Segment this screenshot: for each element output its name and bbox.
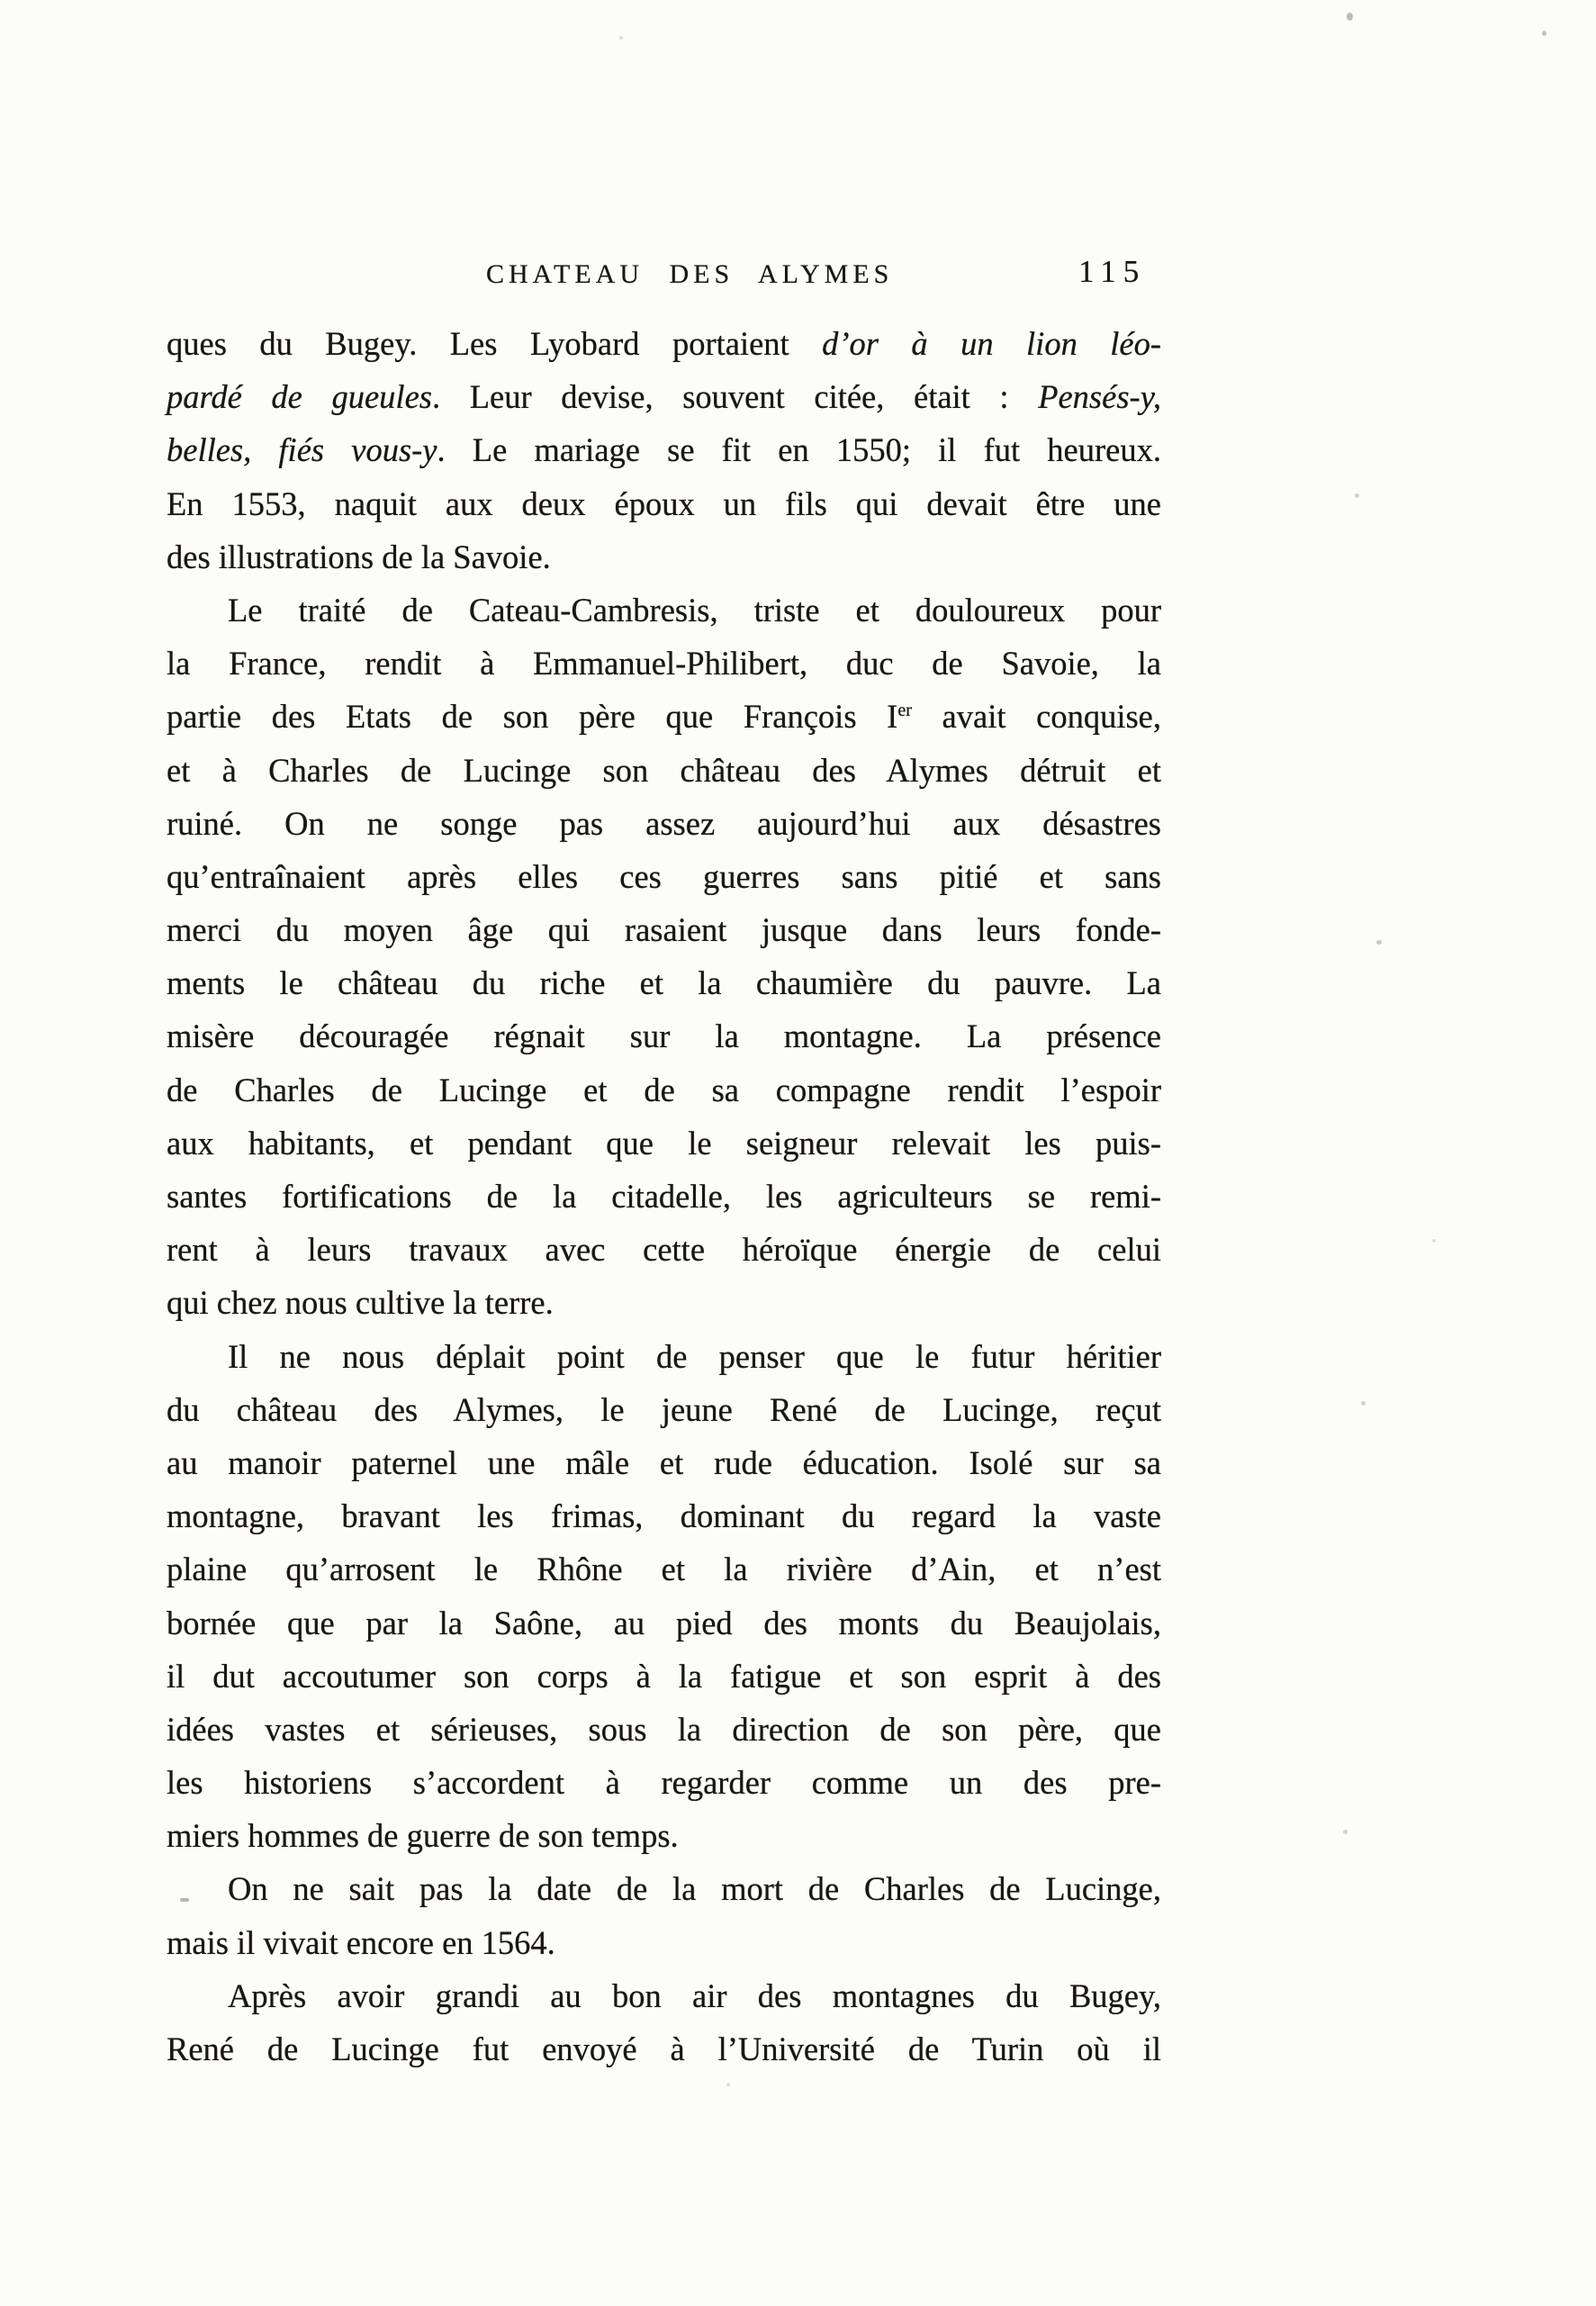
text-segment: miers hommes de guerre de son temps.	[167, 1817, 679, 1855]
text-line	[167, 637, 1161, 690]
text-segment: de Charles de Lucinge et de sa compagne rendit l’espoir	[167, 1071, 1161, 1108]
text-segment: mais il vivait encore en 1564.	[167, 1923, 555, 1961]
text-segment: Le traité de Cateau-Cambresis, triste et douloureux pour	[228, 591, 1161, 628]
scan-speck	[1542, 31, 1546, 36]
scan-speck	[1376, 940, 1382, 945]
text-line	[167, 1276, 1161, 1329]
text-segment: la France, rendit à Emmanuel-Philibert, duc de Savoie, la	[167, 645, 1161, 683]
text-segment: aux habitants, et pendant que le seigneur relevait les puis-	[167, 1124, 1161, 1162]
text-line	[167, 1916, 1161, 1969]
text-segment: misère découragée régnait sur la montagne. La présence	[167, 1017, 1161, 1055]
running-header-title: CHATEAU DES ALYMES	[486, 259, 894, 289]
italic-text-segment: Pensés-y,	[1038, 378, 1162, 416]
text-line	[167, 1436, 1161, 1489]
text-line	[167, 1650, 1161, 1703]
text-segment: ques du Bugey. Les Lyobard portaient	[167, 325, 823, 362]
text-line	[167, 1009, 1161, 1063]
italic-text-segment: belles, fiés vous-y	[167, 431, 437, 469]
superscript-text-segment: er	[897, 701, 912, 721]
text-line	[167, 690, 1161, 743]
text-segment: au manoir paternel une mâle et rude éducation. Isolé sur sa	[167, 1443, 1161, 1481]
text-segment: Il ne nous déplait point de penser que le futur héritier	[228, 1337, 1161, 1375]
text-segment: ments le château du riche et la chaumière du pauvre. La	[167, 964, 1161, 1002]
text-segment: bornée que par la Saône, au pied des monts du Beaujolais,	[167, 1604, 1161, 1641]
text-line	[167, 797, 1161, 850]
text-line	[167, 317, 1161, 370]
body-text	[167, 317, 1161, 2075]
text-segment: partie des Etats de son père que François I	[167, 698, 898, 736]
scan-speck	[1355, 493, 1359, 498]
text-segment: et à Charles de Lucinge son château des Alymes détruit et	[167, 751, 1161, 789]
text-line	[167, 850, 1161, 903]
text-line	[167, 370, 1161, 423]
text-segment: ruiné. On ne songe pas assez aujourd’hui aux désastres	[167, 804, 1161, 842]
text-segment: santes fortifications de la citadelle, les agriculteurs se remi-	[167, 1178, 1161, 1215]
text-line	[167, 1703, 1161, 1756]
text-line	[167, 423, 1161, 476]
text-line	[167, 956, 1161, 1009]
text-segment: . Le mariage se fit en 1550; il fut heureux.	[437, 431, 1161, 469]
italic-text-segment: d’or à un lion léo-	[822, 325, 1161, 362]
text-line	[167, 1596, 1161, 1650]
text-segment: du château des Alymes, le jeune René de Lucinge, reçut	[167, 1390, 1161, 1428]
text-line	[167, 1330, 1161, 1383]
text-line	[167, 1809, 1161, 1862]
scan-speck	[619, 36, 623, 40]
scan-speck	[726, 2083, 730, 2086]
text-line	[167, 1223, 1161, 1276]
text-segment: montagne, bravant les frimas, dominant du regard la vaste	[167, 1497, 1161, 1535]
scan-speck	[180, 1898, 189, 1902]
scan-speck	[1361, 1401, 1366, 1406]
text-segment: avait conquise,	[911, 698, 1161, 736]
text-segment: idées vastes et sérieuses, sous la direction de son père, que	[167, 1710, 1161, 1748]
text-segment: On ne sait pas la date de la mort de Charles de Lucinge,	[228, 1870, 1161, 1908]
text-segment: merci du moyen âge qui rasaient jusque dans leurs fonde-	[167, 911, 1161, 949]
text-segment: qu’entraînaient après elles ces guerres sans pitié et sans	[167, 857, 1161, 895]
text-segment: des illustrations de la Savoie.	[167, 538, 551, 575]
text-segment: plaine qu’arrosent le Rhône et la rivière d’Ain, et n’est	[167, 1551, 1161, 1588]
text-line	[167, 2022, 1161, 2075]
scan-speck	[1432, 1239, 1436, 1243]
text-line	[167, 1756, 1161, 1809]
text-line	[167, 1383, 1161, 1436]
page-number: 115	[1078, 254, 1147, 289]
text-line	[167, 1063, 1161, 1117]
text-segment: . Leur devise, souvent citée, était :	[431, 378, 1039, 416]
text-segment: il dut accoutumer son corps à la fatigue et son esprit à des	[167, 1657, 1161, 1695]
text-line	[167, 1170, 1161, 1223]
scan-speck	[1347, 13, 1353, 21]
text-line	[167, 1969, 1161, 2022]
text-line	[167, 744, 1161, 797]
text-segment: Après avoir grandi au bon air des montagnes du Bugey,	[228, 1976, 1161, 2014]
text-line	[167, 583, 1161, 637]
text-line	[167, 1489, 1161, 1542]
text-segment: rent à leurs travaux avec cette héroïque énergie de celui	[167, 1231, 1161, 1269]
text-line	[167, 477, 1161, 530]
text-segment: En 1553, naquit aux deux époux un fils qui devait être une	[167, 484, 1161, 522]
text-line	[167, 1117, 1161, 1170]
italic-text-segment: pardé de gueules	[167, 378, 432, 416]
scan-speck	[1343, 1830, 1348, 1834]
text-segment: René de Lucinge fut envoyé à l’Université de Turin où il	[167, 2030, 1161, 2067]
text-line	[167, 903, 1161, 956]
text-line	[167, 1542, 1161, 1596]
text-segment: qui chez nous cultive la terre.	[167, 1284, 554, 1322]
text-line	[167, 1862, 1161, 1915]
text-line	[167, 530, 1161, 583]
text-segment: les historiens s’accordent à regarder comme un des pre-	[167, 1764, 1161, 1802]
